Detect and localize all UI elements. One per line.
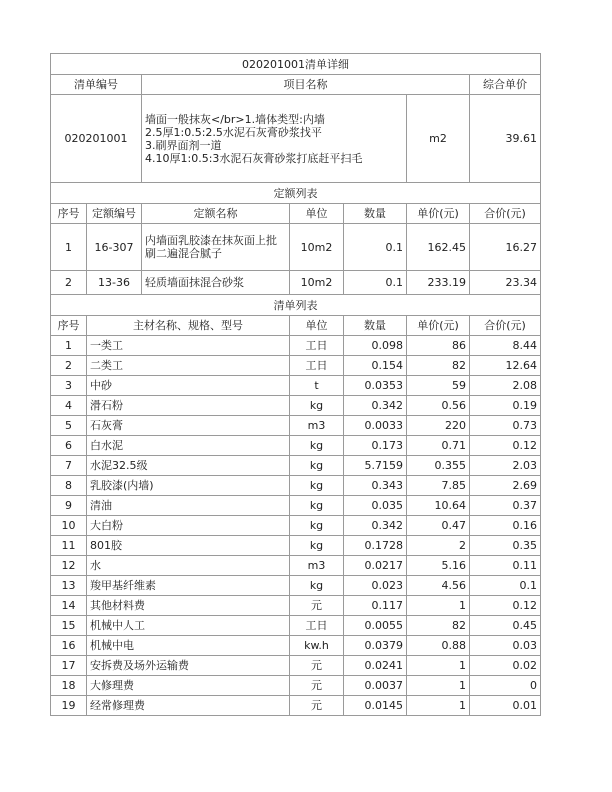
material-row (51, 556, 541, 576)
quota-qty: 0.1 (344, 224, 407, 271)
material-seq: 9 (51, 496, 87, 516)
material-total: 2.03 (470, 456, 541, 476)
item-name (142, 95, 407, 183)
material-seq: 14 (51, 596, 87, 616)
material-name: 清油 (87, 496, 290, 516)
material-header-unit: 单位 (290, 316, 344, 336)
material-row (51, 356, 541, 376)
material-unit: kg (290, 436, 344, 456)
quota-total: 16.27 (470, 224, 541, 271)
material-name: 大修理费 (87, 676, 290, 696)
material-qty: 0.023 (344, 576, 407, 596)
material-qty: 0.173 (344, 436, 407, 456)
quota-code: 16-307 (87, 224, 142, 271)
material-qty: 0.0241 (344, 656, 407, 676)
material-section-title: 清单列表 (51, 295, 541, 316)
material-qty: 0.0145 (344, 696, 407, 716)
material-price: 5.16 (407, 556, 470, 576)
quota-unit: 10m2 (290, 271, 344, 295)
material-name: 滑石粉 (87, 396, 290, 416)
material-qty: 0.342 (344, 396, 407, 416)
material-qty: 0.098 (344, 336, 407, 356)
material-price: 86 (407, 336, 470, 356)
material-header-name: 主材名称、规格、型号 (87, 316, 290, 336)
material-unit: t (290, 376, 344, 396)
material-unit: kg (290, 476, 344, 496)
material-price: 1 (407, 676, 470, 696)
material-row (51, 416, 541, 436)
item-price: 39.61 (470, 95, 541, 183)
material-name: 乳胶漆(内墙) (87, 476, 290, 496)
item-code: 020201001 (51, 95, 142, 183)
material-name: 机械中电 (87, 636, 290, 656)
material-total: 8.44 (470, 336, 541, 356)
material-row (51, 576, 541, 596)
material-name: 白水泥 (87, 436, 290, 456)
material-name: 羧甲基纤维素 (87, 576, 290, 596)
material-unit: kw.h (290, 636, 344, 656)
material-name: 石灰膏 (87, 416, 290, 436)
bill-detail-table (50, 53, 541, 716)
quota-price: 162.45 (407, 224, 470, 271)
material-total: 0.1 (470, 576, 541, 596)
material-unit: kg (290, 496, 344, 516)
material-unit: kg (290, 576, 344, 596)
material-seq: 2 (51, 356, 87, 376)
material-total: 0.73 (470, 416, 541, 436)
material-qty: 0.1728 (344, 536, 407, 556)
material-row (51, 616, 541, 636)
material-price: 0.71 (407, 436, 470, 456)
material-seq: 4 (51, 396, 87, 416)
table-title: 020201001清单详细 (51, 54, 541, 75)
material-qty: 0.0379 (344, 636, 407, 656)
quota-row (51, 224, 541, 271)
material-name: 一类工 (87, 336, 290, 356)
material-unit: 元 (290, 696, 344, 716)
material-qty: 0.0033 (344, 416, 407, 436)
material-price: 0.56 (407, 396, 470, 416)
material-price: 0.355 (407, 456, 470, 476)
material-price: 82 (407, 616, 470, 636)
material-total: 0.16 (470, 516, 541, 536)
quota-row (51, 271, 541, 295)
material-row (51, 696, 541, 716)
material-price: 4.56 (407, 576, 470, 596)
material-row (51, 536, 541, 556)
material-seq: 13 (51, 576, 87, 596)
material-row (51, 516, 541, 536)
material-qty: 0.343 (344, 476, 407, 496)
material-row (51, 456, 541, 476)
material-unit: 元 (290, 656, 344, 676)
material-name: 其他材料费 (87, 596, 290, 616)
quota-total: 23.34 (470, 271, 541, 295)
material-row (51, 436, 541, 456)
material-total: 0.01 (470, 696, 541, 716)
material-row (51, 596, 541, 616)
material-total: 0.12 (470, 596, 541, 616)
material-price: 10.64 (407, 496, 470, 516)
quota-header-qty: 数量 (344, 204, 407, 224)
quota-header-total: 合价(元) (470, 204, 541, 224)
material-qty: 0.342 (344, 516, 407, 536)
material-unit: 元 (290, 596, 344, 616)
material-unit: 元 (290, 676, 344, 696)
header-item-name: 项目名称 (142, 75, 470, 95)
material-unit: kg (290, 516, 344, 536)
material-qty: 0.0217 (344, 556, 407, 576)
material-qty: 0.035 (344, 496, 407, 516)
quota-code: 13-36 (87, 271, 142, 295)
material-total: 0.02 (470, 656, 541, 676)
material-unit: 工日 (290, 336, 344, 356)
material-qty: 0.154 (344, 356, 407, 376)
quota-unit: 10m2 (290, 224, 344, 271)
material-row (51, 636, 541, 656)
material-total: 0.11 (470, 556, 541, 576)
quota-qty: 0.1 (344, 271, 407, 295)
material-name: 水泥32.5级 (87, 456, 290, 476)
material-seq: 8 (51, 476, 87, 496)
item-unit: m2 (407, 95, 470, 183)
material-unit: kg (290, 536, 344, 556)
material-header-qty: 数量 (344, 316, 407, 336)
material-row (51, 336, 541, 356)
material-price: 82 (407, 356, 470, 376)
material-price: 7.85 (407, 476, 470, 496)
material-price: 1 (407, 596, 470, 616)
item-name-line: 墙面一般抹灰</br>1.墙体类型:内墙 (145, 112, 325, 126)
material-total: 0 (470, 676, 541, 696)
header-item-code: 清单编号 (51, 75, 142, 95)
material-seq: 15 (51, 616, 87, 636)
material-qty: 0.0055 (344, 616, 407, 636)
material-total: 0.03 (470, 636, 541, 656)
material-name: 二类工 (87, 356, 290, 376)
quota-name: 轻质墙面抹混合砂浆 (142, 271, 290, 295)
material-unit: kg (290, 396, 344, 416)
material-seq: 1 (51, 336, 87, 356)
quota-header-name: 定额名称 (142, 204, 290, 224)
material-unit: 工日 (290, 616, 344, 636)
material-seq: 10 (51, 516, 87, 536)
material-qty: 0.0353 (344, 376, 407, 396)
material-seq: 18 (51, 676, 87, 696)
quota-section-title: 定额列表 (51, 183, 541, 204)
material-total: 0.19 (470, 396, 541, 416)
material-price: 220 (407, 416, 470, 436)
quota-seq: 2 (51, 271, 87, 295)
material-seq: 5 (51, 416, 87, 436)
quota-name: 内墙面乳胶漆在抹灰面上批刷二遍混合腻子 (142, 224, 290, 271)
material-price: 0.47 (407, 516, 470, 536)
material-row (51, 396, 541, 416)
material-price: 0.88 (407, 636, 470, 656)
quota-header-unit: 单位 (290, 204, 344, 224)
material-unit: m3 (290, 556, 344, 576)
material-qty: 5.7159 (344, 456, 407, 476)
material-total: 12.64 (470, 356, 541, 376)
material-row (51, 476, 541, 496)
material-qty: 0.117 (344, 596, 407, 616)
material-seq: 16 (51, 636, 87, 656)
material-name: 安拆费及场外运输费 (87, 656, 290, 676)
material-price: 1 (407, 656, 470, 676)
material-name: 经常修理费 (87, 696, 290, 716)
material-unit: m3 (290, 416, 344, 436)
material-name: 机械中人工 (87, 616, 290, 636)
material-row (51, 676, 541, 696)
material-price: 2 (407, 536, 470, 556)
item-name-line: 4.10厚1:0.5:3水泥石灰膏砂浆打底赶平扫毛 (145, 151, 363, 165)
material-unit: 工日 (290, 356, 344, 376)
material-seq: 3 (51, 376, 87, 396)
quota-header-price: 单价(元) (407, 204, 470, 224)
material-unit: kg (290, 456, 344, 476)
material-seq: 6 (51, 436, 87, 456)
material-price: 1 (407, 696, 470, 716)
material-row (51, 656, 541, 676)
material-header-total: 合价(元) (470, 316, 541, 336)
quota-header-seq: 序号 (51, 204, 87, 224)
material-price: 59 (407, 376, 470, 396)
material-seq: 19 (51, 696, 87, 716)
quota-header-code: 定额编号 (87, 204, 142, 224)
material-total: 2.08 (470, 376, 541, 396)
material-total: 0.12 (470, 436, 541, 456)
material-seq: 12 (51, 556, 87, 576)
material-qty: 0.0037 (344, 676, 407, 696)
material-seq: 7 (51, 456, 87, 476)
material-name: 801胶 (87, 536, 290, 556)
material-total: 2.69 (470, 476, 541, 496)
header-item-price: 综合单价 (470, 75, 541, 95)
item-name-line: 2.5厚1:0.5:2.5水泥石灰膏砂浆找平 (145, 125, 322, 139)
material-row (51, 376, 541, 396)
quota-seq: 1 (51, 224, 87, 271)
material-seq: 11 (51, 536, 87, 556)
material-total: 0.35 (470, 536, 541, 556)
material-seq: 17 (51, 656, 87, 676)
material-name: 大白粉 (87, 516, 290, 536)
material-header-price: 单价(元) (407, 316, 470, 336)
material-total: 0.37 (470, 496, 541, 516)
quota-price: 233.19 (407, 271, 470, 295)
item-name-line: 3.刷界面剂一道 (145, 138, 222, 152)
material-name: 中砂 (87, 376, 290, 396)
material-total: 0.45 (470, 616, 541, 636)
material-header-seq: 序号 (51, 316, 87, 336)
material-row (51, 496, 541, 516)
material-name: 水 (87, 556, 290, 576)
